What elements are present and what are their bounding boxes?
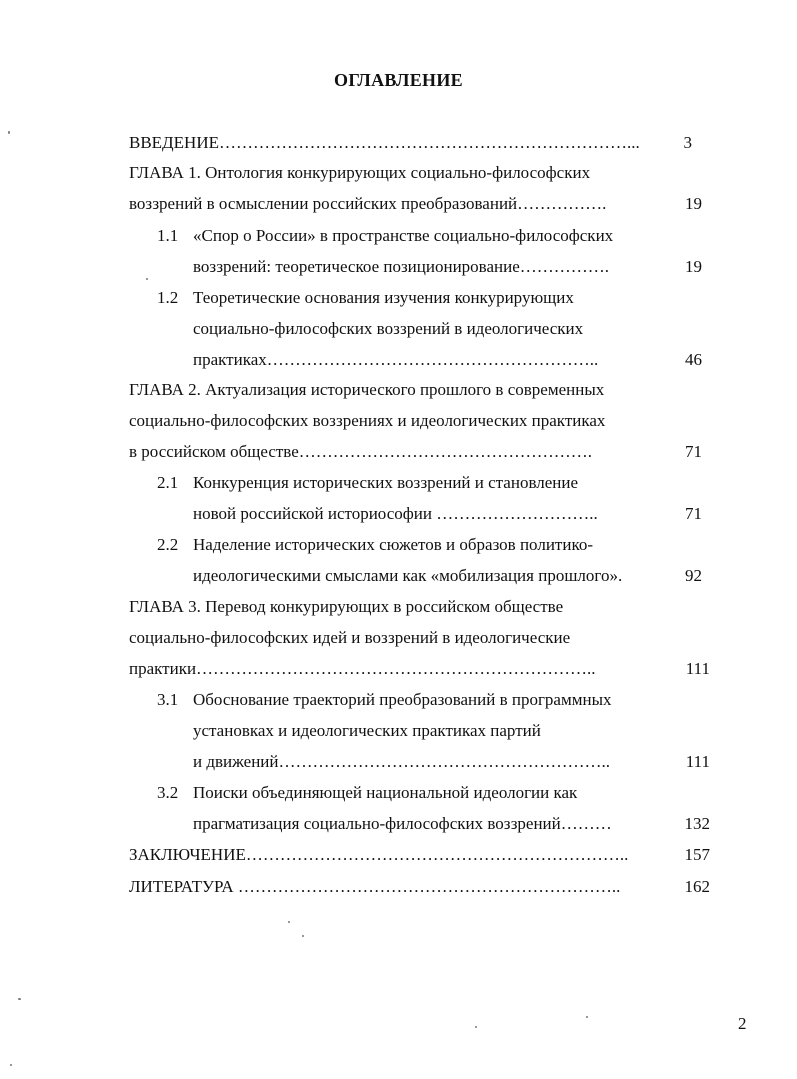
toc-entry-line[interactable]: практики…………………………………………………………….. xyxy=(129,659,596,678)
toc-entry-line[interactable]: ЛИТЕРАТУРА ………………………………………………………….. xyxy=(129,877,621,896)
toc-entry-line[interactable]: новой российской историософии ……………………….. xyxy=(193,504,598,523)
toc-entry-line[interactable]: прагматизация социально-философских воззрений……… xyxy=(193,814,612,833)
scan-speck xyxy=(10,1064,12,1066)
toc-entry-line[interactable]: социально-философских идей и воззрений в идеологические xyxy=(129,628,571,647)
toc-entry-line[interactable]: и движений………………………………………………….. xyxy=(193,752,610,771)
toc-page-number: 3 xyxy=(683,133,692,152)
toc-page-number: 19 xyxy=(685,257,702,276)
toc-page-number: 157 xyxy=(684,845,710,864)
toc-entry-line[interactable]: ВВЕДЕНИЕ………………………………………………………………... xyxy=(129,133,640,152)
toc-entry-line[interactable]: в российском обществе……………………………………………. xyxy=(129,442,593,461)
toc-entry-line[interactable]: социально-философских воззрений в идеологических xyxy=(193,319,584,338)
toc-page-number: 132 xyxy=(684,814,710,833)
toc-section-number: 1.1 xyxy=(157,226,179,245)
toc-entry-line[interactable]: практиках………………………………………………….. xyxy=(193,350,599,369)
scan-speck xyxy=(586,1016,588,1018)
toc-entry-line[interactable]: Поиски объединяющей национальной идеологии как xyxy=(193,783,578,802)
toc-page-number: 92 xyxy=(685,566,702,585)
toc-entry-line[interactable]: ГЛАВА 3. Перевод конкурирующих в российском обществе xyxy=(129,597,564,616)
toc-entry-line[interactable]: ГЛАВА 2. Актуализация исторического прошлого в современных xyxy=(129,380,605,399)
toc-entry-line[interactable]: идеологическими смыслами как «мобилизация прошлого». xyxy=(193,566,623,585)
toc-page-number: 19 xyxy=(685,194,702,213)
toc-entry-line[interactable]: ГЛАВА 1. Онтология конкурирующих социально-философских xyxy=(129,163,591,182)
toc-entry-line[interactable]: Конкуренция исторических воззрений и становление xyxy=(193,473,579,492)
toc-page-number: 162 xyxy=(684,877,710,896)
toc-section-number: 1.2 xyxy=(157,288,179,307)
toc-section-number: 2.2 xyxy=(157,535,179,554)
toc-page-number: 71 xyxy=(685,442,702,461)
toc-entry-line[interactable]: воззрений: теоретическое позиционирование……………. xyxy=(193,257,610,276)
toc-entry-line[interactable]: «Спор о России» в пространстве социально-философских xyxy=(193,226,614,245)
page-title: ОГЛАВЛЕНИЕ xyxy=(334,70,463,90)
page-number: 2 xyxy=(738,1014,747,1033)
scan-speck xyxy=(288,921,290,923)
toc-page-number: 71 xyxy=(685,504,702,523)
toc-section-number: 3.2 xyxy=(157,783,179,802)
toc-page-number: 111 xyxy=(685,752,710,771)
toc-entry-line[interactable]: Наделение исторических сюжетов и образов политико- xyxy=(193,535,593,554)
scan-speck xyxy=(475,1026,477,1028)
toc-page-number: 46 xyxy=(685,350,702,369)
toc-section-number: 3.1 xyxy=(157,690,179,709)
toc-section-number: 2.1 xyxy=(157,473,179,492)
scan-speck xyxy=(146,278,148,280)
toc-entry-line[interactable]: социально-философских воззрениях и идеологических практиках xyxy=(129,411,606,430)
toc-page-number: 111 xyxy=(685,659,710,678)
scan-speck xyxy=(8,131,10,134)
toc-entry-line[interactable]: Теоретические основания изучения конкурирующих xyxy=(193,288,574,307)
toc-entry-line[interactable]: воззрений в осмыслении российских преобразований……………. xyxy=(129,194,607,213)
toc-entry-line[interactable]: Обоснование траекторий преобразований в программных xyxy=(193,690,612,709)
toc-entry-line[interactable]: ЗАКЛЮЧЕНИЕ………………………………………………………….. xyxy=(129,845,629,864)
toc-entry-line[interactable]: установках и идеологических практиках партий xyxy=(193,721,541,740)
scan-speck xyxy=(18,998,21,1000)
scan-speck xyxy=(302,935,304,937)
